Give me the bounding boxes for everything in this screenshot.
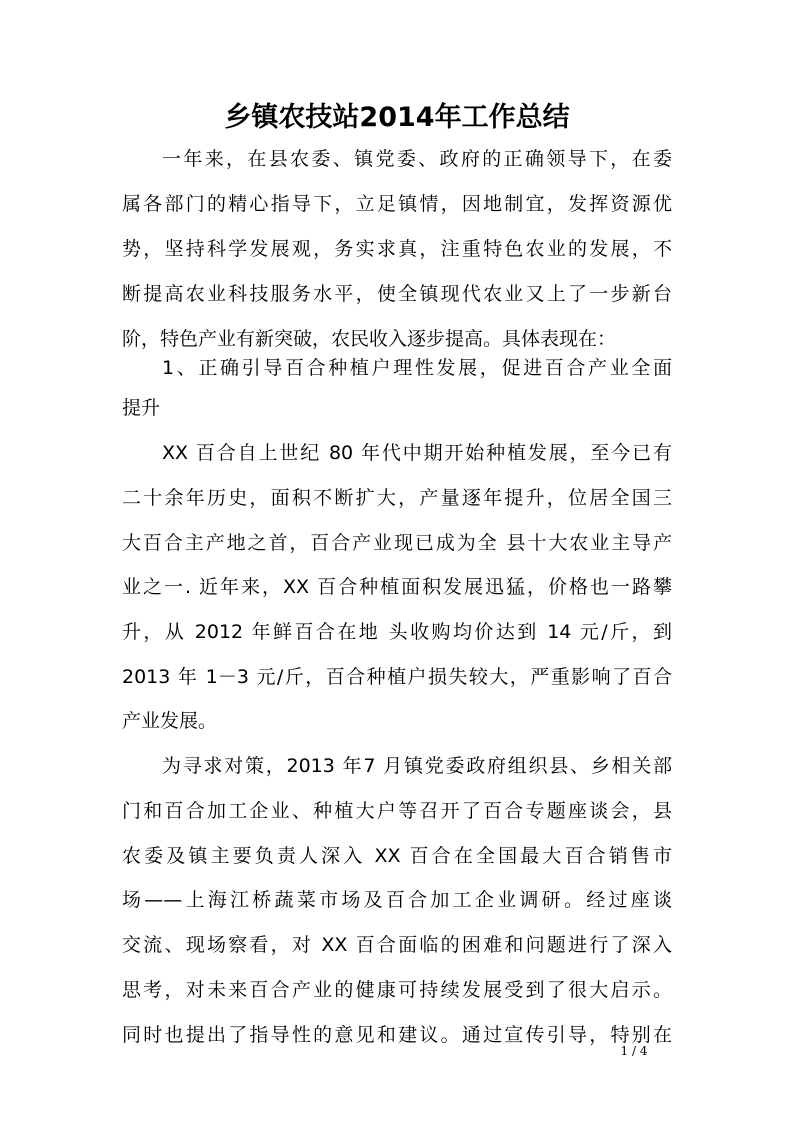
- document-title: 乡镇农技站2014年工作总结: [224, 102, 570, 133]
- paragraph-line: 产业发展。: [122, 710, 218, 732]
- section-heading-line: 提升: [122, 397, 161, 419]
- paragraph-line: 势，坚持科学发展观，务实求真，注重特色农业的发展，不: [122, 238, 672, 260]
- section-heading-line: 1、正确引导百合种植户理性发展，促进百合产业全面: [162, 357, 672, 379]
- paragraph-line: 二十余年历史，面积不断扩大，产量逐年提升，位居全国三: [122, 487, 672, 509]
- paragraph-line: XX 百合自上世纪 80 年代中期开始种植发展，至今已有: [162, 442, 672, 464]
- paragraph-line: 升，从 2012 年鲜百合在地 头收购均价达到 14 元/斤，到: [122, 621, 672, 643]
- paragraph-line: 阶，特色产业有新突破，农民收入逐步提高。具体表现在：: [122, 328, 617, 350]
- paragraph-line: 断提高农业科技服务水平，使全镇现代农业又上了一步新台: [122, 283, 672, 305]
- paragraph-line: 同时也提出了指导性的意见和建议。通过宣传引导，特别在: [122, 1024, 672, 1046]
- paragraph-line: 门和百合加工企业、种植大户等召开了百合专题座谈会，县: [122, 800, 672, 822]
- paragraph-line: 农委及镇主要负责人深入 XX 百合在全国最大百合销售市: [122, 845, 672, 867]
- paragraph-line: 场——上海江桥蔬菜市场及百合加工企业调研。经过座谈: [122, 889, 672, 911]
- page-number: 1 / 4: [620, 1044, 648, 1058]
- paragraph-line: 属各部门的精心指导下，立足镇情，因地制宜，发挥资源优: [122, 193, 672, 215]
- paragraph-line: 大百合主产地之首，百合产业现已成为全 县十大农业主导产: [122, 532, 672, 554]
- paragraph-line: 业之一. 近年来，XX 百合种植面积发展迅猛，价格也一路攀: [122, 576, 672, 598]
- paragraph-line: 思考，对未来百合产业的健康可持续发展受到了很大启示。: [122, 979, 672, 1001]
- paragraph-line: 为寻求对策，2013 年7 月镇党委政府组织县、乡相关部: [162, 755, 672, 777]
- paragraph-line: 一年来，在县农委、镇党委、政府的正确领导下，在委: [162, 148, 672, 170]
- paragraph-line: 2013 年 1－3 元/斤，百合种植户损失较大，严重影响了百合: [122, 666, 672, 688]
- paragraph-line: 交流、现场察看，对 XX 百合面临的困难和问题进行了深入: [122, 934, 672, 956]
